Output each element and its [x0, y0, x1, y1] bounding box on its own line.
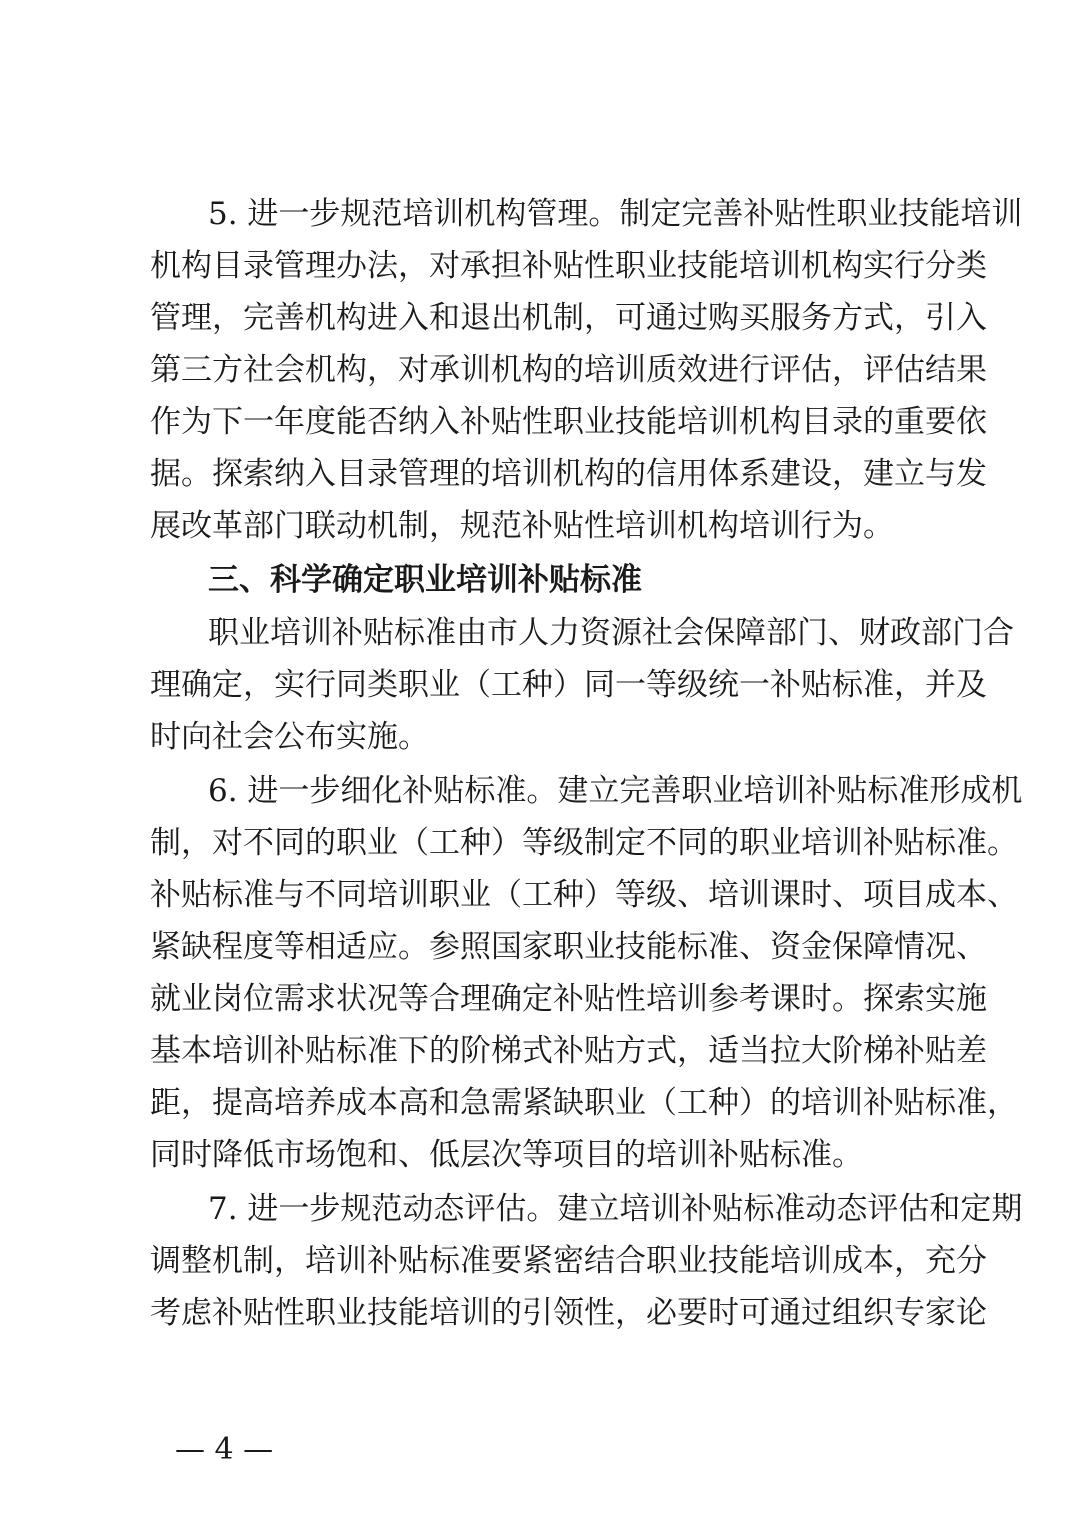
section-intro-line-1: 职业培训补贴标准由市人力资源社会保障部门、财政部门合 [208, 615, 1014, 651]
section-heading: 三、科学确定职业培训补贴标准 [208, 562, 642, 598]
paragraph-5-line-3: 管理，完善机构进入和退出机制，可通过购买服务方式，引入 [150, 300, 987, 336]
page-number: — 4 — [175, 1432, 274, 1467]
paragraph-5-line-5: 作为下一年度能否纳入补贴性职业技能培训机构目录的重要依 [150, 404, 987, 440]
paragraph-6-line-6: 基本培训补贴标准下的阶梯式补贴方式，适当拉大阶梯补贴差 [150, 1033, 987, 1069]
paragraph-5-line-4: 第三方社会机构，对承训机构的培训质效进行评估，评估结果 [150, 352, 987, 388]
section-intro-line-3: 时向社会公布实施。 [150, 719, 429, 755]
paragraph-6-line-2: 制，对不同的职业（工种）等级制定不同的职业培训补贴标准。 [150, 825, 1018, 861]
paragraph-6-line-1: 6. 进一步细化补贴标准。建立完善职业培训补贴标准形成机 [208, 773, 1023, 809]
paragraph-7-line-1: 7. 进一步规范动态评估。建立培训补贴标准动态评估和定期 [208, 1191, 1023, 1227]
paragraph-5-line-1: 5. 进一步规范培训机构管理。制定完善补贴性职业技能培训 [208, 196, 1023, 232]
section-intro-line-2: 理确定，实行同类职业（工种）同一等级统一补贴标准，并及 [150, 667, 987, 703]
paragraph-6-line-4: 紧缺程度等相适应。参照国家职业技能标准、资金保障情况、 [150, 929, 987, 965]
paragraph-7-line-2: 调整机制，培训补贴标准要紧密结合职业技能培训成本，充分 [150, 1243, 987, 1279]
paragraph-5-line-6: 据。探索纳入目录管理的培训机构的信用体系建设，建立与发 [150, 456, 987, 492]
paragraph-5-line-2: 机构目录管理办法，对承担补贴性职业技能培训机构实行分类 [150, 248, 987, 284]
paragraph-6-line-5: 就业岗位需求状况等合理确定补贴性培训参考课时。探索实施 [150, 981, 987, 1017]
paragraph-6-line-7: 距，提高培养成本高和急需紧缺职业（工种）的培训补贴标准， [150, 1085, 1018, 1121]
paragraph-5-line-7: 展改革部门联动机制，规范补贴性培训机构培训行为。 [150, 508, 894, 544]
paragraph-7-line-3: 考虑补贴性职业技能培训的引领性，必要时可通过组织专家论 [150, 1295, 987, 1331]
paragraph-6-line-3: 补贴标准与不同培训职业（工种）等级、培训课时、项目成本、 [150, 877, 1018, 913]
paragraph-6-line-8: 同时降低市场饱和、低层次等项目的培训补贴标准。 [150, 1137, 863, 1173]
